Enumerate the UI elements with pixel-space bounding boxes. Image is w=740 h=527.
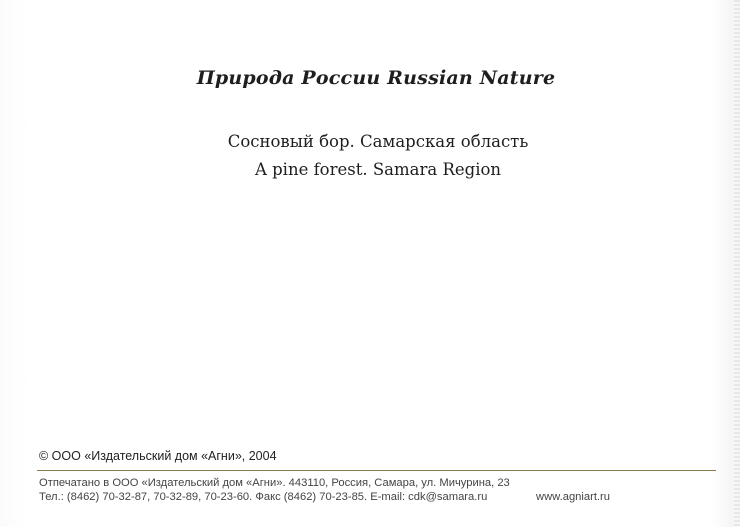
printer-contacts: Тел.: (8462) 70-32-87, 70-32-89, 70-23-60. Факс (8462) 70-23-85. E-mail: cdk@samara.ru bbox=[39, 491, 488, 503]
website-link[interactable]: www.agniart.ru bbox=[536, 491, 610, 503]
caption-russian: Сосновый бор. Самарская область bbox=[227, 132, 529, 151]
series-title: Природа России Russian Nature bbox=[196, 67, 556, 89]
printer-address: Отпечатано в ООО «Издательский дом «Агни». 443110, Россия, Самара, ул. Мичурина, 23 bbox=[39, 477, 510, 489]
caption-english: A pine forest. Samara Region bbox=[254, 160, 502, 179]
copyright-notice: © ООО «Издательский дом «Агни», 2004 bbox=[39, 449, 277, 463]
footer-divider bbox=[37, 470, 716, 471]
